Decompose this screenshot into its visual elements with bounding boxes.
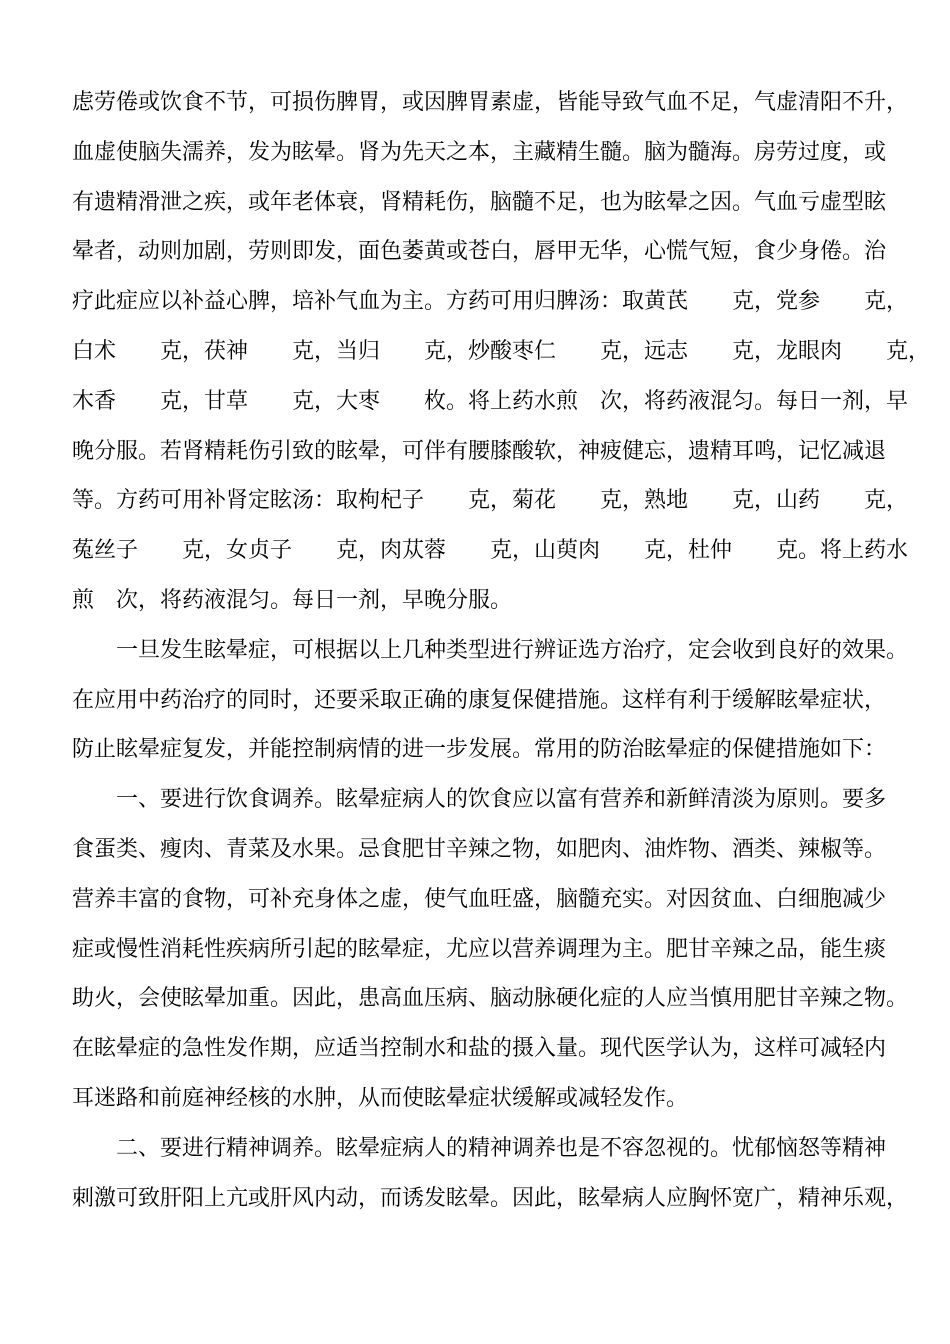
text-line: 木香 克，甘草 克，大枣 枚。将上药水煎 次，将药液混匀。每日一剂，早 [72, 388, 909, 414]
document-page [72, 78, 931, 1223]
text-line: 症或慢性消耗性疾病所引起的眩晕症，尤应以营养调理为主。肥甘辛辣之品，能生痰 [72, 936, 887, 962]
text-line: 血虚使脑失濡养，发为眩晕。肾为先天之本，主藏精生髓。脑为髓海。房劳过度，或 [72, 139, 887, 165]
text-line: 晚分服。若肾精耗伤引致的眩晕，可伴有腰膝酸软，神疲健忘，遗精耳鸣，记忆减退 [72, 438, 887, 464]
paragraph-treatment-intro [72, 626, 909, 775]
text-line: 在眩晕症的急性发作期，应适当控制水和盐的摄入量。现代医学认为，这样可减轻内 [72, 1036, 887, 1062]
paragraph-mental-care [72, 1124, 909, 1224]
text-line: 在应用中药治疗的同时，还要采取正确的康复保健措施。这样有利于缓解眩晕症状， [72, 687, 887, 713]
text-line: 白术 克，茯神 克，当归 克，炒酸枣仁 克，远志 克，龙眼肉 克， [72, 338, 931, 364]
text-line: 耳迷路和前庭神经核的水肿，从而使眩晕症状缓解或减轻发作。 [72, 1085, 689, 1111]
paragraph-diet-care [72, 775, 909, 1124]
text-line: 虑劳倦或饮食不节，可损伤脾胃，或因脾胃素虚，皆能导致气血不足，气虚清阳不升， [72, 90, 909, 115]
text-line: 等。方药可用补肾定眩汤：取枸杞子 克，菊花 克，熟地 克，山药 克， [72, 488, 909, 514]
text-line: 刺激可致肝阳上亢或肝风内动，而诱发眩晕。因此，眩晕病人应胸怀宽广，精神乐观， [72, 1185, 909, 1211]
text-line: 晕者，动则加剧，劳则即发，面色萎黄或苍白，唇甲无华，心慌气短，食少身倦。治 [72, 239, 887, 265]
text-line: 一旦发生眩晕症，可根据以上几种类型进行辨证选方治疗，定会收到良好的效果。 [72, 637, 909, 663]
text-line: 疗此症应以补益心脾，培补气血为主。方药可用归脾汤：取黄芪 克，党参 克， [72, 289, 909, 315]
text-line: 防止眩晕症复发，并能控制病情的进一步发展。常用的防治眩晕症的保健措施如下： [72, 737, 887, 763]
text-line: 有遗精滑泄之疾，或年老体衰，肾精耗伤，脑髓不足，也为眩晕之因。气血亏虚型眩 [72, 189, 887, 215]
paragraph-herbal-formulas [72, 78, 931, 626]
text-line: 菟丝子 克，女贞子 克，肉苁蓉 克，山萸肉 克，杜仲 克。将上药水 [72, 538, 909, 564]
text-line: 一、要进行饮食调养。眩晕症病人的饮食应以富有营养和新鲜清淡为原则。要多 [72, 787, 887, 813]
text-line: 食蛋类、瘦肉、青菜及水果。忌食肥甘辛辣之物，如肥肉、油炸物、酒类、辣椒等。 [72, 836, 887, 862]
text-line: 助火，会使眩晕加重。因此，患高血压病、脑动脉硬化症的人应当慎用肥甘辛辣之物。 [72, 986, 909, 1012]
text-line: 二、要进行精神调养。眩晕症病人的精神调养也是不容忽视的。忧郁恼怒等精神 [72, 1135, 887, 1161]
text-line: 煎 次，将药液混匀。每日一剂，早晚分服。 [72, 587, 513, 613]
text-line: 营养丰富的食物，可补充身体之虚，使气血旺盛，脑髓充实。对因贫血、白细胞减少 [72, 886, 887, 912]
